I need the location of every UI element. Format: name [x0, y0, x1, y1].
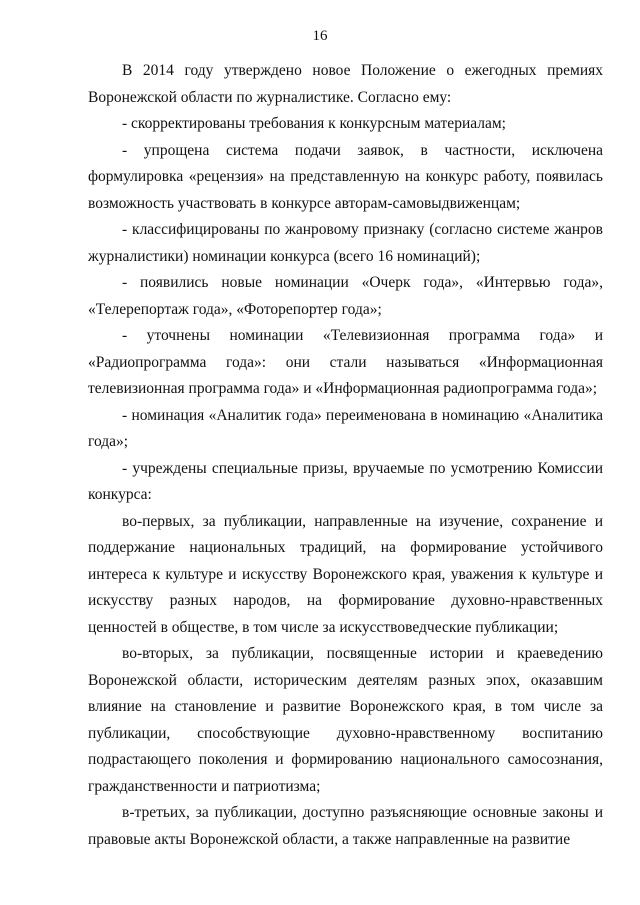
paragraph-third-prize: в-третьих, за публикации, доступно разъясняющие основные законы и правовые акты Воронежской области, а также направленные на развитие	[88, 804, 603, 848]
paragraph-first-prize: во-первых, за публикации, направленные на изучение, сохранение и поддержание национальных традиций, на формирование устойчивого интереса к культуре и искусству Воронежского края, уважения к культуре и искусству разных народов, на формирование духовно-нравственных ценностей в обществе, в том числе за искусствоведческие публикации;	[88, 512, 603, 636]
page-number: 16	[312, 28, 328, 44]
paragraph-item-new-nominations: - появились новые номинации «Очерк года», «Интервью года», «Телерепортаж года», «Фоторепортер года»;	[88, 274, 603, 318]
paragraph-item-clarified-nominations: - уточнены номинации «Телевизионная программа года» и «Радиопрограмма года»: они стали называться «Информационная телевизионная программа года» и «Информационная радиопрограмма года»;	[88, 327, 603, 397]
paragraph-item-special-prizes: - учреждены специальные призы, вручаемые по усмотрению Комиссии конкурса:	[88, 459, 603, 503]
paragraph-intro: В 2014 году утверждено новое Положение о ежегодных премиях Воронежской области по журналистике. Согласно ему:	[88, 62, 603, 106]
document-body	[88, 58, 603, 853]
paragraph-item-renamed-nomination: - номинация «Аналитик года» переименована в номинацию «Аналитика года»;	[88, 406, 603, 450]
paragraph-second-prize: во-вторых, за публикации, посвященные истории и краеведению Воронежской области, историческим деятелям разных эпох, оказавшим влияние на становление и развитие Воронежского края, в том числе за публикации, способствующие духовно-нравственному воспитанию подрастающего поколения и формированию национального самосознания, гражданственности и патриотизма;	[88, 645, 603, 795]
paragraph-item-simplified-system: - упрощена система подачи заявок, в частности, исключена формулировка «рецензия» на представленную на конкурс работу, появилась возможность участвовать в конкурсе авторам-самовыдвиженцам;	[88, 141, 603, 212]
paragraph-item-classified-nominations: - классифицированы по жанровому признаку (согласно системе жанров журналистики) номинации конкурса (всего 16 номинаций);	[88, 221, 603, 265]
paragraph-item-requirements: - скорректированы требования к конкурсным материалам;	[122, 115, 506, 132]
